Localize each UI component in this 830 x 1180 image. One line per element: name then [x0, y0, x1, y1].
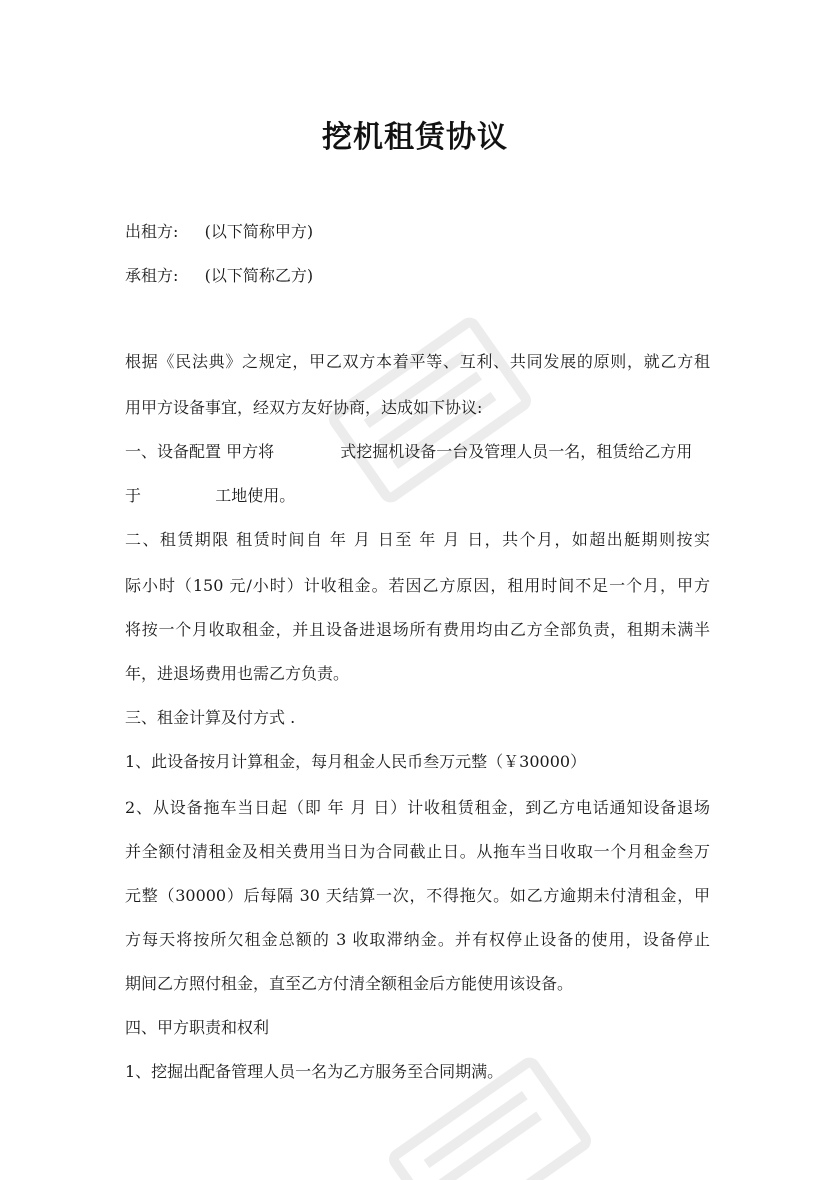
clause4-item: 1、挖掘出配备管理人员一名为乙方服务至合同期满。: [125, 1062, 504, 1081]
clause2-line: 年，进退场费用也需乙方负责。: [125, 664, 350, 683]
clause3-item-line: 期间乙方照付租金，直至乙方付清全额租金后方能使用该设备。: [125, 974, 574, 993]
clause4-heading: 四、甲方职责和权利: [125, 1018, 270, 1037]
clause1-text: 一、设备配置 甲方将: [125, 442, 275, 461]
document-title: 挖机租赁协议: [322, 120, 508, 155]
lessor-label: 出租方:: [125, 222, 179, 241]
clause1-text: 工地使用。: [215, 486, 296, 505]
lessee-label: 承租方:: [125, 266, 179, 285]
clause3-item-line: 方每天将按所欠租金总额的 3 收取滞纳金。并有权停止设备的使用，设备停止: [125, 930, 710, 949]
clause1-line: [125, 484, 710, 508]
lessor-line: [125, 220, 710, 244]
clause2-line: 将按一个月收取租金，并且设备进退场所有费用均由乙方全部负责，租期未满半: [125, 620, 710, 639]
intro-line: 用甲方设备事宜，经双方友好协商，达成如下协议:: [125, 398, 483, 417]
clause3-item-line: 2、从设备拖车当日起（即 年 月 日）计收租赁租金，到乙方电话通知设备退场: [125, 798, 710, 817]
clause3-heading: 三、租金计算及付方式 .: [125, 708, 296, 727]
intro-line: 根据《民法典》之规定，甲乙双方本着平等、互利、共同发展的原则，就乙方租: [125, 352, 710, 371]
clause1-line: [125, 440, 710, 464]
clause2-line: 二、租赁期限 租赁时间自 年 月 日至 年 月 日，共个月，如超出艇期则按实: [125, 530, 710, 549]
clause1-text: 于: [125, 486, 142, 505]
clause3-item: 1、此设备按月计算租金，每月租金人民币叁万元整（￥30000）: [125, 752, 587, 771]
clause3-item-line: 元整（30000）后每隔 30 天结算一次，不得拖欠。如乙方逾期未付清租金，甲: [125, 886, 710, 905]
clause2-line: 际小时（150 元/小时）计收租金。若因乙方原因，租用时间不足一个月，甲方: [125, 576, 710, 595]
lessee-note: (以下简称乙方): [204, 266, 314, 285]
lessor-note: (以下简称甲方): [204, 222, 314, 241]
lessee-line: [125, 264, 710, 288]
clause1-text: 式挖掘机设备一台及管理人员一名，租赁给乙方用: [340, 442, 693, 461]
clause3-item-line: 并全额付清租金及相关费用当日为合同截止日。从拖车当日收取一个月租金叁万: [125, 842, 710, 861]
